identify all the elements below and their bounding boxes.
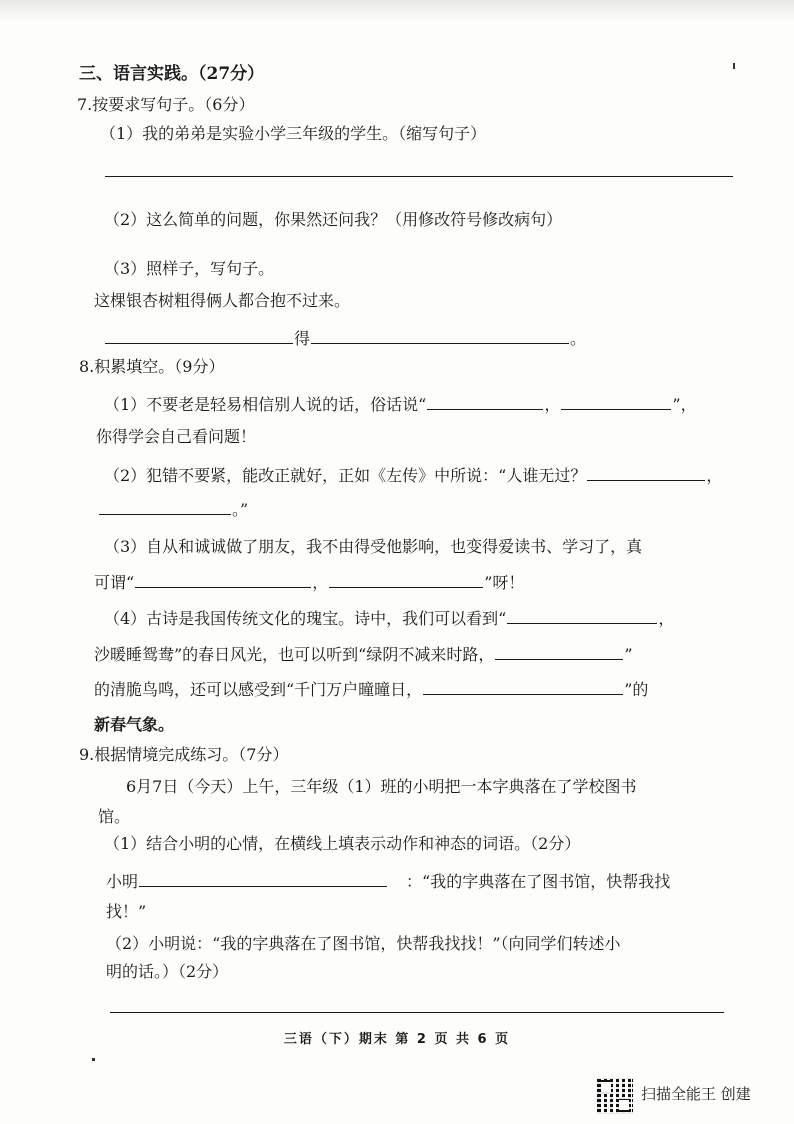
qr-code-pattern [597, 1078, 633, 1114]
blank[interactable] [311, 327, 569, 344]
q7-title: 7.按要求写句子。（6分） [77, 95, 255, 114]
blank[interactable] [139, 870, 387, 887]
q9-answer-line[interactable] [110, 1012, 724, 1013]
q7-imitate-line: 得 。 [104, 327, 586, 350]
q8-part3-cont: 可谓“ ， ”呀！ [94, 573, 525, 592]
q7-answer-line-1[interactable] [105, 176, 733, 177]
scan-speck [92, 1058, 95, 1061]
blank[interactable] [561, 393, 671, 410]
q8-part4-cont1: 沙暖睡鸳鸯”的春日风光，也可以听到“绿阴不减来时路， ” [94, 645, 633, 664]
q7-part1: （1）我的弟弟是实验小学三年级的学生。（缩写句子） [100, 124, 487, 143]
q9-part1-line: 小明 ：“我的字典落在了图书馆，快帮我找 [106, 872, 671, 891]
q9-part1-cont: 找！” [106, 902, 147, 921]
q8-part1: （1）不要老是轻易相信别人说的话，俗话说“ ， ”， [104, 395, 697, 414]
scan-speck [733, 63, 735, 69]
q9-part2-cont: 明的话。）（2分） [106, 962, 229, 981]
q7-part3: （3）照样子，写句子。 [104, 259, 275, 278]
q8-part2: （2）犯错不要紧，能改正就好，正如《左传》中所说：“人谁无过？ ， [104, 466, 723, 485]
q8-title: 8.积累填空。（9分） [79, 357, 225, 376]
blank[interactable] [105, 327, 293, 344]
blank[interactable] [507, 607, 657, 624]
q8-part1-cont: 你得学会自己看问题！ [96, 427, 257, 446]
q7-part2: （2）这么简单的问题，你果然还问我？（用修改符号修改病句） [104, 210, 563, 229]
q9-context: 6月7日（今天）上午，三年级（1）班的小明把一本字典落在了学校图书 [126, 777, 637, 796]
q8-part4-cont2: 的清脆鸟鸣，还可以感受到“千门万户曈曈日， ”的 [94, 680, 649, 699]
blank[interactable] [99, 498, 231, 515]
q9-part2: （2）小明说：“我的字典落在了图书馆，快帮我找找！”（向同学们转述小 [106, 934, 621, 953]
page-footer: 三语（下）期末 第 2 页 共 6 页 [283, 1032, 511, 1047]
q8-part3: （3）自从和诚诚做了朋友，我不由得受他影响，也变得爱读书、学习了，真 [104, 537, 643, 556]
q8-part4-cont3: 新春气象。 [94, 715, 175, 734]
q9-title: 9.根据情境完成练习。（7分） [79, 745, 289, 764]
blank[interactable] [329, 571, 483, 588]
scanner-watermark: 扫描全能王 创建 [641, 1085, 751, 1103]
blank[interactable] [135, 571, 311, 588]
q9-part1: （1）结合小明的心情，在横线上填表示动作和神态的词语。（2分） [104, 834, 581, 853]
q8-part4: （4）古诗是我国传统文化的瑰宝。诗中，我们可以看到“ ， [104, 609, 675, 628]
q9-context-cont: 馆。 [98, 807, 131, 826]
blank[interactable] [495, 643, 623, 660]
blank[interactable] [423, 678, 623, 695]
blank[interactable] [427, 393, 543, 410]
blank[interactable] [587, 464, 705, 481]
section-title: 三、语言实践。（27分） [79, 64, 265, 84]
q8-part2-cont: 。” [98, 498, 248, 521]
q7-example: 这棵银杏树粗得俩人都合抱不过来。 [94, 291, 351, 310]
scan-shadow [0, 0, 794, 22]
